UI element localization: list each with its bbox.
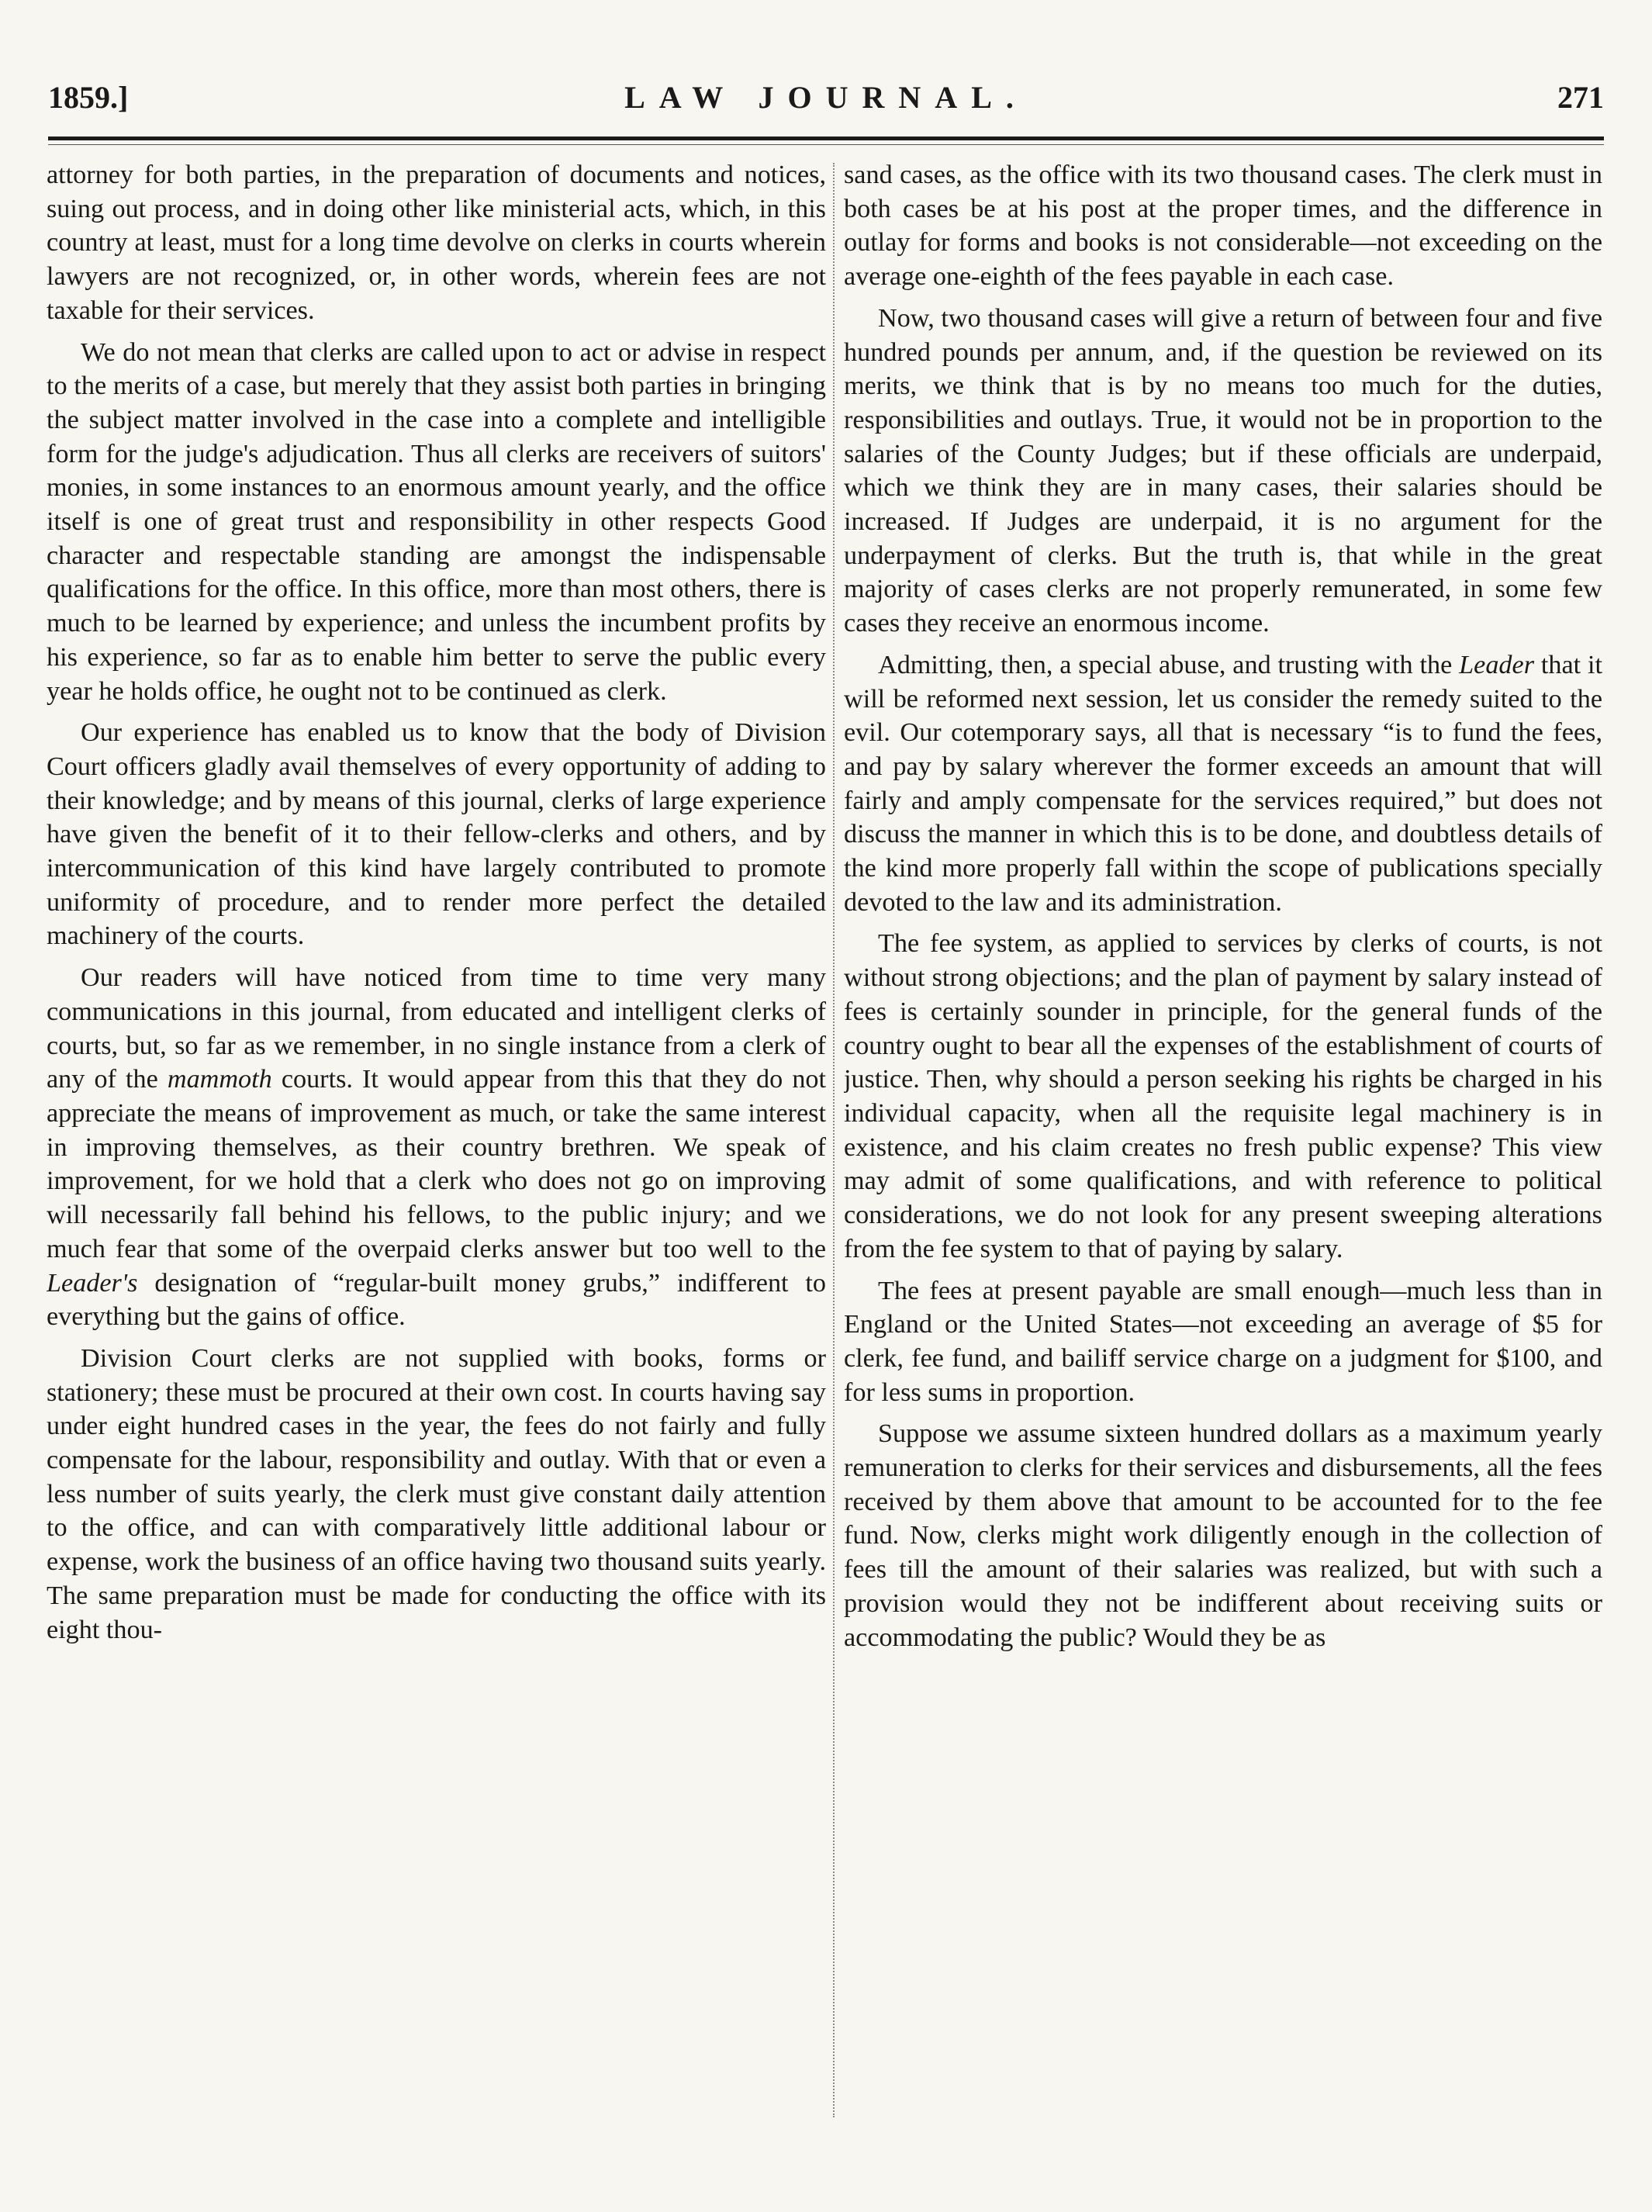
left-paragraph-3: Our experience has enabled us to know that the body of Division Court officers gladly avail themselves of every opportunity of adding to their knowledge; and by means of this journal, clerks of large experience have given the benefit of it to their fellow-clerks and others, and by intercommunication of this kind have largely contributed to promote uniformity of procedure, and to render more perfect the detailed machinery of the courts.: [47, 718, 826, 951]
italic-mammoth: mammoth: [167, 1065, 272, 1094]
header-rule: [48, 137, 1604, 140]
column-divider: [833, 163, 835, 2117]
right-paragraph-3: [844, 648, 1602, 920]
left-paragraph-4-part-c: designation of “regular-built money grubs,” indifferent to everything but the gains of office.: [47, 1268, 826, 1332]
right-paragraph-4: The fee system, as applied to services by clerks of courts, is not without strong objections; and the plan of payment by salary instead of fees is certainly sounder in principle, for the general funds of the country ought to bear all the expenses of the establishment of courts of justice. Then, why should a person seeking his rights be charged in his individual capacity, when all the requisite legal machinery is in existence, and his claim creates no fresh public expense? This view may admit of some qualifications, and with reference to political considerations, we do not look for any present sweeping alterations from the fee system to that of paying by salary.: [844, 929, 1602, 1263]
header-title: LAW JOURNAL.: [624, 80, 1028, 115]
right-column: [844, 158, 1602, 2128]
left-paragraph-4-part-b: courts. It would appear from this that they do not appreciate the means of improvement as much, or take the same interest in improving themselves, as their country brethren. We speak of improvement, for we hold that a clerk who does not go on improving will necessarily fall behind his fellows, to the public injury; and we much fear that some of the overpaid clerks answer but too well to the: [47, 1065, 826, 1263]
right-paragraph-5: The fees at present payable are small enough—much less than in England or the United States—not exceeding an average of $5 for clerk, fee fund, and bailiff service charge on a judgment for $100, and for less sums in proportion.: [844, 1276, 1602, 1407]
italic-leaders: Leader's: [47, 1268, 138, 1298]
right-paragraph-6: Suppose we assume sixteen hundred dollars as a maximum yearly remuneration to clerks for their services and disbursements, all the fees received by them above that amount to be accounted for to the fee fund. Now, clerks might work diligently enough in the collection of fees till the amount of their salaries was realized, but with such a provision would they not be indifferent about receiving suits or accommodating the public? Would they be as: [844, 1419, 1602, 1652]
right-paragraph-3-part-b: that it will be reformed next session, let us consider the remedy suited to the evil. Our cotemporary says, all that is necessary “is to fund the fees, and pay by salary wherever the former exceeds an amount that will fairly and amply compensate for the services required,” but does not discuss the manner in which this is to be done, and doubtless details of the kind more properly fall within the scope of publications specially devoted to the law and its administration.: [844, 650, 1602, 917]
page-number: 271: [1557, 80, 1604, 115]
left-column: [47, 158, 826, 2128]
left-paragraph-4-part-a: Our readers will have noticed from time to time very many communications in this journal, from educated and intelligent clerks of courts, but, so far as we remember, in no single instance from a clerk of any of the: [47, 963, 826, 1094]
header-year: 1859.]: [48, 80, 129, 115]
page-header: [48, 74, 1604, 130]
left-paragraph-5: Division Court clerks are not supplied with books, forms or stationery; these must be procured at their own cost. In courts having say under eight hundred cases in the year, the fees do not fairly and fully compensate for the labour, responsibility and outlay. With that or even a less number of suits yearly, the clerk must give constant daily attention to the office, and can with comparatively little additional labour or expense, work the business of an office having two thousand suits yearly. The same preparation must be made for conducting the office with its eight thou-: [47, 1343, 826, 1644]
left-paragraph-1: attorney for both parties, in the preparation of documents and notices, suing out process, and in doing other like ministerial acts, which, in this country at least, must for a long time devolve on clerks in courts wherein lawyers are not recognized, or, in other words, wherein fees are not taxable for their services.: [47, 161, 826, 325]
right-paragraph-3-part-a: Admitting, then, a special abuse, and trusting with the: [878, 650, 1460, 679]
italic-leader: Leader: [1459, 650, 1534, 679]
right-paragraph-2: Now, two thousand cases will give a return of between four and five hundred pounds per annum, and, if the question be reviewed on its merits, we think that is by no means too much for the duties, responsibilities and outlays. True, it would not be in proportion to the salaries of the County Judges; but if these officials are underpaid, which we think they are in many cases, their salaries should be increased. If Judges are underpaid, it is no argument for the underpayment of clerks. But the truth is, that while in the great majority of cases clerks are not properly remunerated, in some few cases they receive an enormous income.: [844, 303, 1602, 638]
left-paragraph-2: We do not mean that clerks are called upon to act or advise in respect to the merits of a case, but merely that they assist both parties in bringing the subject matter involved in the case into a complete and intelligible form for the judge's adjudication. Thus all clerks are receivers of suitors' monies, in some instances to an enormous amount yearly, and the office itself is one of great trust and responsibility in other respects Good character and respectable standing are amongst the indispensable qualifications for the office. In this office, more than most others, there is much to be learned by experience; and unless the incumbent profits by his experience, so far as to enable him better to serve the public every year he holds office, he ought not to be continued as clerk.: [47, 337, 826, 706]
header-rule-thin: [48, 144, 1604, 145]
left-paragraph-4: [47, 961, 826, 1334]
right-paragraph-1: sand cases, as the office with its two thousand cases. The clerk must in both cases be at his post at the proper times, and the difference in outlay for forms and books is not considerable—not exceeding on the average one-eighth of the fees payable in each case.: [844, 161, 1602, 292]
